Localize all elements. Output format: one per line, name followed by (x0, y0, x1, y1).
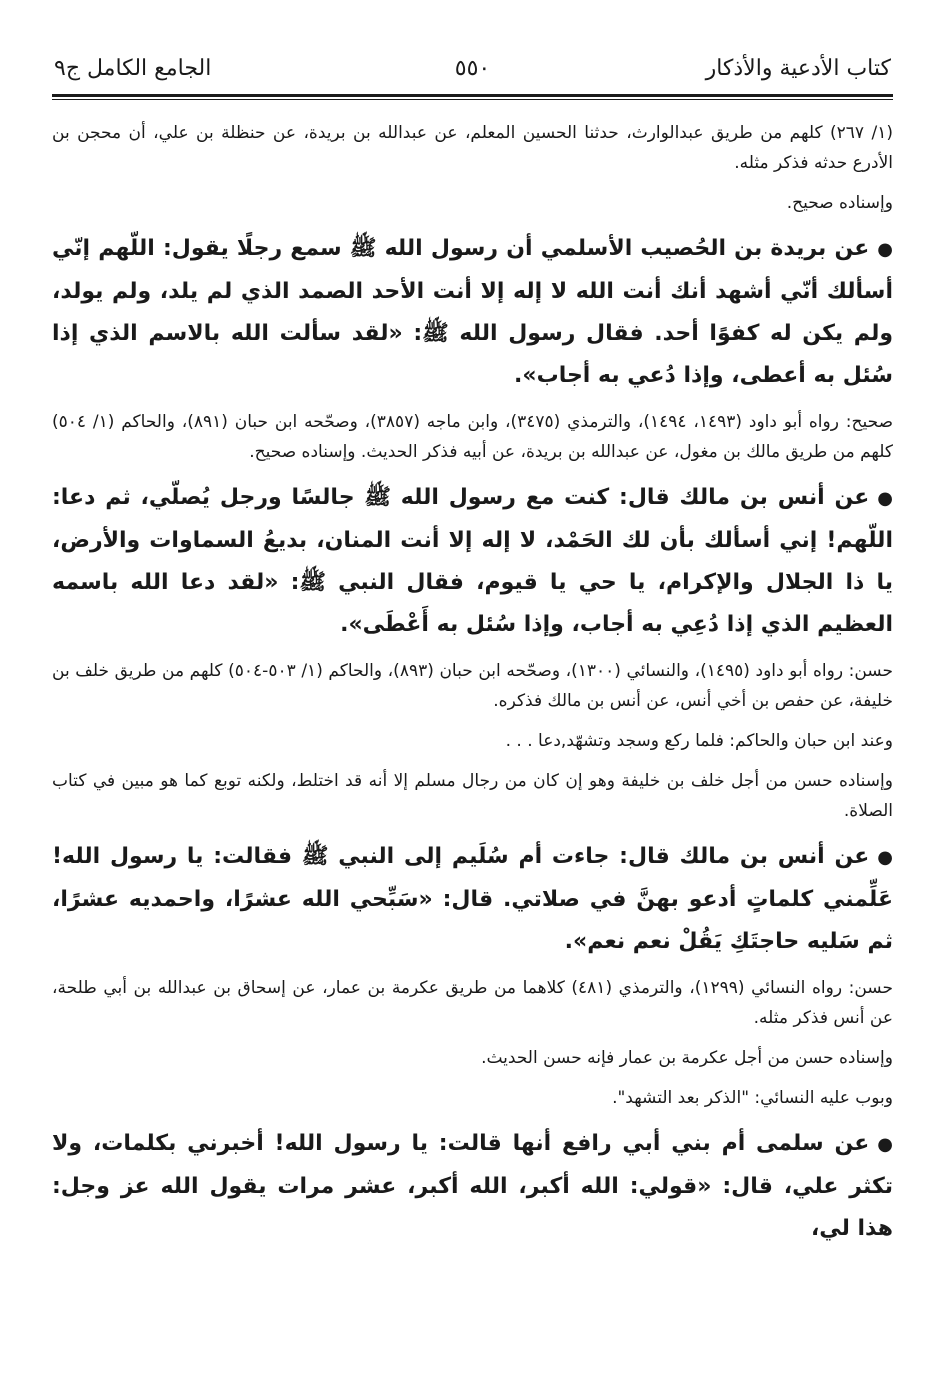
page-number: ٥٥٠ (454, 56, 491, 81)
note-paragraph: (١/ ٢٦٧) كلهم من طريق عبدالوارث، حدثنا الحسين المعلم، عن عبدالله بن بريدة، عن حنظلة بن علي، أن محجن بن الأدرع حدثه فذكر مثله. (52, 123, 893, 173)
bullet-icon: ● (877, 847, 893, 868)
header-rule-thin (52, 99, 893, 100)
bullet-icon: ● (877, 488, 893, 509)
hadith-text: عن بريدة بن الحُصيب الأسلمي أن رسول الله ﷺ سمع رجلًا يقول: اللّهم إنّي أسألك أنّي أشهد أنك أنت الله لا إله إلا أنت الأحد الصمد الذي لم يلد، ولم يولد، ولم يكن له كفوًا أحد. فقال رسول الله ﷺ: «لقد سألت الله بالاسم الذي إذا سُئل به أعطى، وإذا دُعي به أجاب». (52, 236, 893, 388)
hadith-paragraph (52, 836, 893, 963)
note-paragraph: حسن: رواه النسائي (١٢٩٩)، والترمذي (٤٨١) كلاهما من طريق عكرمة بن عمار، عن إسحاق بن عبدالله بن أبي طلحة، عن أنس فذكر مثله. (52, 978, 893, 1028)
note-paragraph: وعند ابن حبان والحاكم: فلما ركع وسجد وتشهّد,دعا . . . (505, 731, 893, 751)
hadith-text: عن أنس بن مالك قال: جاءت أم سُلَيم إلى النبي ﷺ فقالت: يا رسول الله! عَلِّمني كلماتٍ أدعو بهنَّ في صلاتي. قال: «سَبِّحي الله عشرًا، واحمديه عشرًا، ثم سَليه حاجتَكِ يَقُلْ نعم نعم». (52, 844, 893, 954)
hadith-paragraph (52, 1123, 893, 1250)
note-paragraph: صحيح: رواه أبو داود (١٤٩٣، ١٤٩٤)، والترمذي (٣٤٧٥)، وابن ماجه (٣٨٥٧)، وصحّحه ابن حبان (٨٩١)، والحاكم (١/ ٥٠٤) كلهم من طريق مالك بن مغول، عن عبدالله بن بريدة، عن أبيه فذكر الحديث. وإسناده صحيح. (52, 412, 893, 462)
bullet-icon: ● (877, 1134, 893, 1155)
hadith-text: عن سلمى أم بني أبي رافع أنها قالت: يا رسول الله! أخبرني بكلمات، ولا تكثر علي، قال: «قولي: الله أكبر، الله أكبر، عشر مرات يقول الله عز وجل: هذا لي، (52, 1131, 893, 1241)
note-paragraph: وإسناده حسن من أجل خلف بن خليفة وهو إن كان من رجال مسلم إلا أنه قد اختلط، ولكنه توبع كما هو مبين في كتاب الصلاة. (52, 771, 893, 821)
page-content (52, 118, 893, 1250)
page-header (52, 52, 893, 88)
hadith-paragraph (52, 477, 893, 646)
hadith-paragraph (52, 228, 893, 397)
book-page (52, 52, 893, 1354)
note-paragraph: وإسناده صحيح. (786, 193, 893, 213)
bullet-icon: ● (877, 239, 893, 260)
note-paragraph: وإسناده حسن من أجل عكرمة بن عمار فإنه حسن الحديث. (481, 1048, 893, 1068)
note-paragraph: وبوب عليه النسائي: "الذكر بعد التشهد". (612, 1088, 893, 1108)
note-paragraph: حسن: رواه أبو داود (١٤٩٥)، والنسائي (١٣٠٠)، وصحّحه ابن حبان (٨٩٣)، والحاكم (١/ ٥٠٣-٥٠٤) كلهم من طريق خلف بن خليفة، عن حفص بن أخي أنس، عن أنس بن مالك فذكره. (52, 661, 893, 711)
hadith-text: عن أنس بن مالك قال: كنت مع رسول الله ﷺ جالسًا ورجل يُصلّي، ثم دعا: اللّهم! إني أسألك بأن لك الحَمْد، لا إله إلا أنت المنان، بديعُ السماوات والأرض، يا ذا الجلال والإكرام، يا حي يا قيوم، فقال النبي ﷺ: «لقد دعا الله باسمه العظيم الذي إذا دُعِي به أجاب، وإذا سُئل به أَعْطَى». (52, 485, 893, 637)
series-title: الجامع الكامل ج٩ (54, 56, 212, 81)
header-rule (52, 94, 893, 97)
book-title: كتاب الأدعية والأذكار (705, 56, 891, 81)
